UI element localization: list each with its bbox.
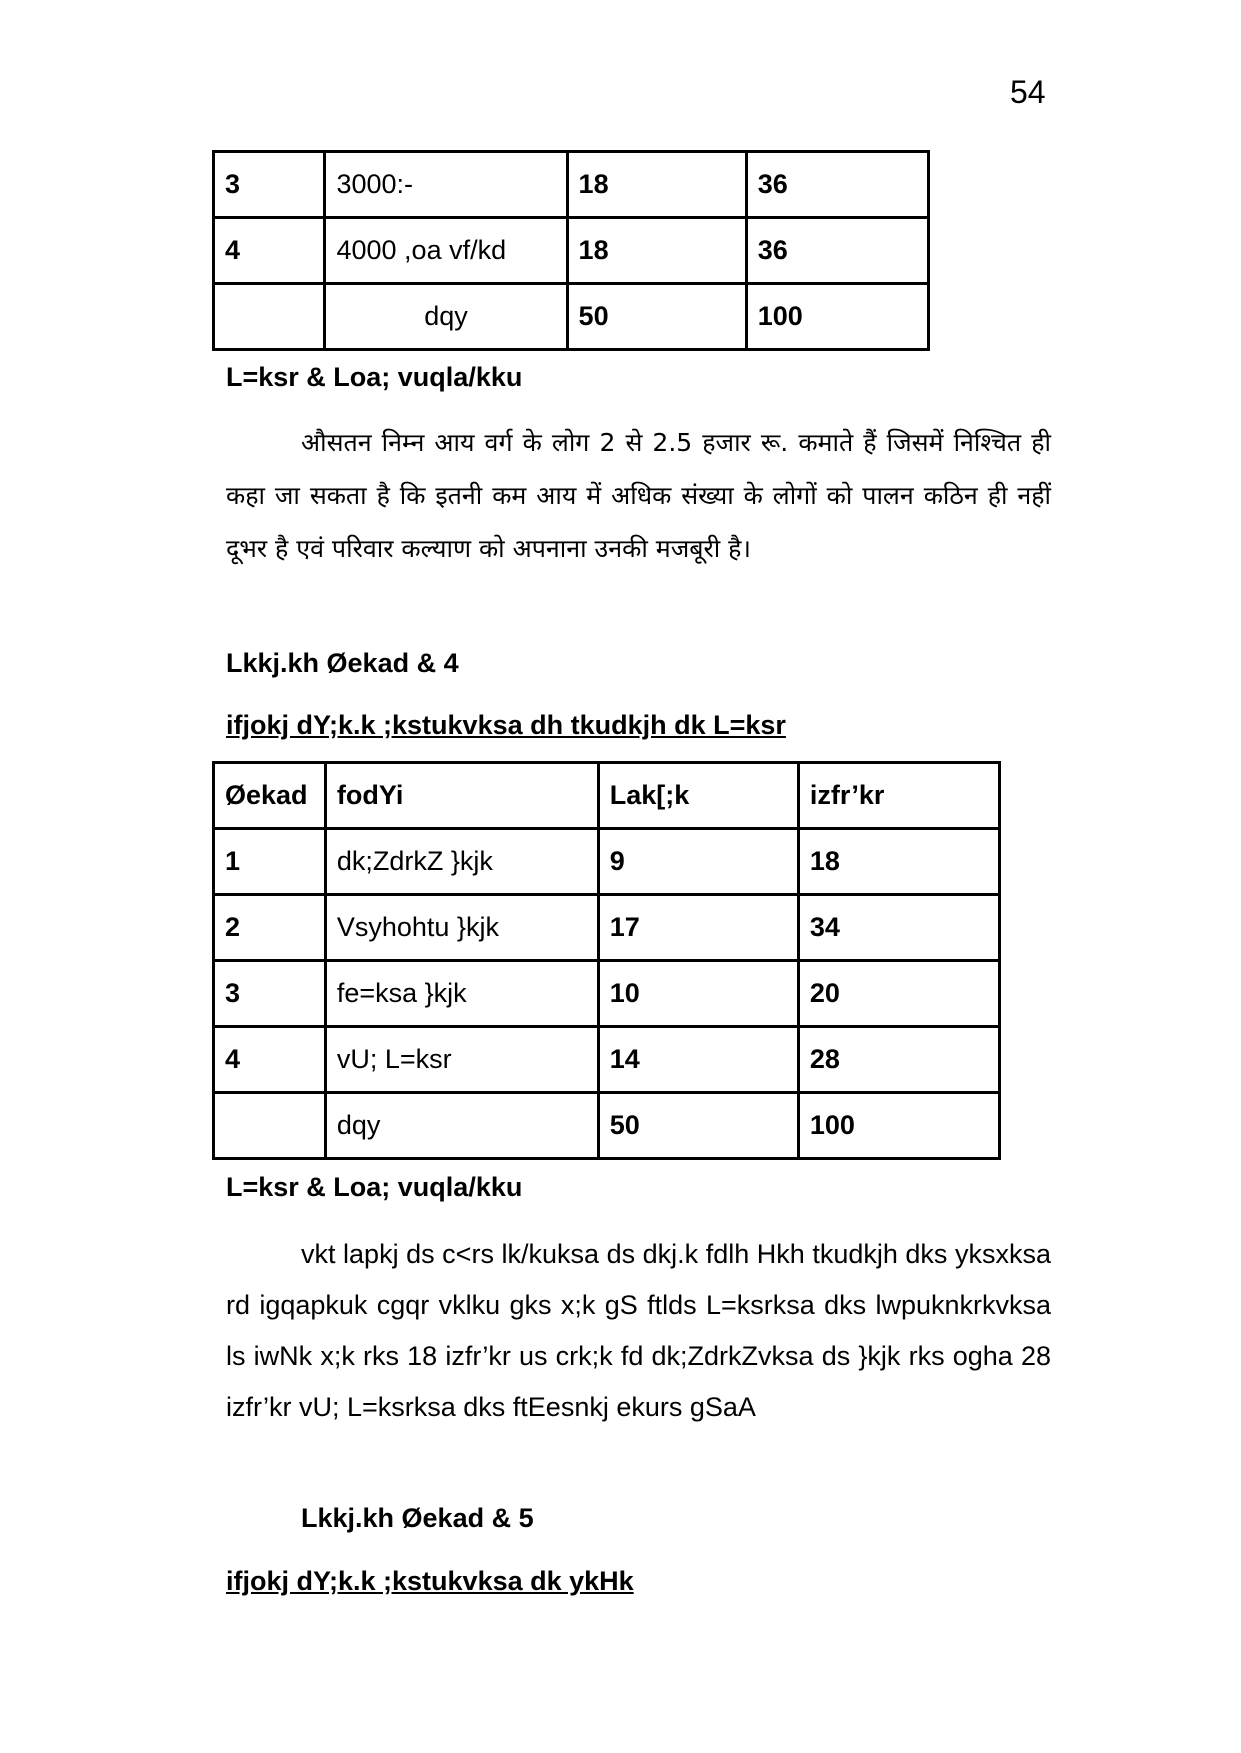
table-row <box>214 961 1000 1027</box>
source-note: L=ksr & Loa; vuqla/kku <box>226 362 523 392</box>
table-cell: 17 <box>598 895 798 961</box>
table-cell: 1 <box>214 829 326 895</box>
table-heading: Lkkj.kh Øekad & 5 <box>301 1503 534 1533</box>
table-row <box>214 152 929 218</box>
table-title: ifjokj dY;k.k ;kstukvksa dk ykHk <box>226 1566 634 1596</box>
table-cell: 3 <box>214 961 326 1027</box>
table-row <box>214 218 929 284</box>
table-cell: 9 <box>598 829 798 895</box>
table-cell: 18 <box>567 152 746 218</box>
table-cell: 18 <box>798 829 999 895</box>
table-title: ifjokj dY;k.k ;kstukvksa dh tkudkjh dk L=ksr <box>226 710 786 740</box>
table-cell: 4 <box>214 1027 326 1093</box>
table-cell: 100 <box>746 284 928 350</box>
table-cell: 50 <box>567 284 746 350</box>
body-paragraph <box>226 1229 1051 1433</box>
table-cell: 20 <box>798 961 999 1027</box>
table-cell: 28 <box>798 1027 999 1093</box>
page-number: 54 <box>1010 74 1046 110</box>
table-header-cell: fodYi <box>325 763 598 829</box>
table-cell: 10 <box>598 961 798 1027</box>
table-cell: dk;ZdrkZ }kjk <box>325 829 598 895</box>
table-cell: 4000 ,oa vf/kd <box>325 218 567 284</box>
table-cell: 3 <box>214 152 325 218</box>
table-cell: 2 <box>214 895 326 961</box>
table-header-row <box>214 763 1000 829</box>
table-cell: 3000:- <box>325 152 567 218</box>
table-cell: 14 <box>598 1027 798 1093</box>
table-cell: 100 <box>798 1093 999 1159</box>
table-row <box>214 829 1000 895</box>
table-cell: dqy <box>325 284 567 350</box>
source-table <box>212 761 1001 1160</box>
table-row <box>214 1093 1000 1159</box>
table-row <box>214 895 1000 961</box>
table-heading: Lkkj.kh Øekad & 4 <box>226 648 459 678</box>
table-header-cell: izfr’kr <box>798 763 999 829</box>
table-cell: vU; L=ksr <box>325 1027 598 1093</box>
table-cell <box>214 284 325 350</box>
source-note: L=ksr & Loa; vuqla/kku <box>226 1172 523 1202</box>
paragraph-text: vkt lapkj ds c<rs lk/kuksa ds dkj.k fdlh Hkh tkudkjh dks yksxksa rd igqapkuk cgqr vklku gks x;k gS ftlds L=ksrksa dks lwpuknkrkvksa ls iwNk x;k rks 18 izfr’kr us crk;k fd dk;ZdrkZvksa ds }kjk rks ogha 28 izfr’kr vU; L=ksrksa dks ftEesnkj ekurs gSaA <box>226 1239 1051 1422</box>
table-cell: 50 <box>598 1093 798 1159</box>
table-header-cell: Lak[;k <box>598 763 798 829</box>
table-row <box>214 284 929 350</box>
income-table <box>212 150 930 351</box>
table-row <box>214 1027 1000 1093</box>
table-cell: 34 <box>798 895 999 961</box>
table-header-cell: Øekad <box>214 763 326 829</box>
hindi-paragraph <box>226 416 1051 575</box>
table-cell: fe=ksa }kjk <box>325 961 598 1027</box>
table-cell: 18 <box>567 218 746 284</box>
table-cell: 36 <box>746 152 928 218</box>
table-cell: 4 <box>214 218 325 284</box>
table-cell: Vsyhohtu }kjk <box>325 895 598 961</box>
table-cell: 36 <box>746 218 928 284</box>
table-cell <box>214 1093 326 1159</box>
paragraph-text: औसतन निम्न आय वर्ग के लोग 2 से 2.5 हजार रू. कमाते हैं जिसमें निश्चित ही कहा जा सकता है कि इतनी कम आय में अधिक संख्या के लोगों को पालन कठिन ही नहीं दूभर है एवं परिवार कल्याण को अपनाना उनकी मजबूरी है। <box>226 428 1051 563</box>
table-cell: dqy <box>325 1093 598 1159</box>
